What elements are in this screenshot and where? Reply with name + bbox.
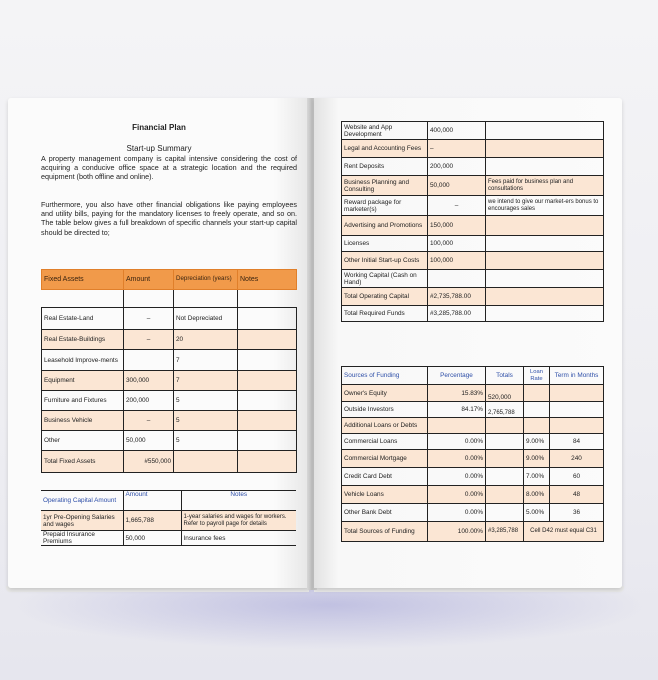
cell: 0.00% xyxy=(428,434,486,450)
cell: Other xyxy=(42,431,124,451)
table-row xyxy=(342,434,604,450)
cell xyxy=(550,385,604,402)
cell: Licenses xyxy=(342,236,428,252)
section-subtitle: Start-up Summary xyxy=(126,144,192,153)
table-row xyxy=(342,450,604,468)
cell xyxy=(486,140,604,158)
cell xyxy=(524,385,550,402)
cell xyxy=(238,330,297,350)
cell xyxy=(238,391,297,411)
fixed-assets-table xyxy=(41,269,297,473)
cell: 150,000 xyxy=(428,216,486,236)
startup-costs-table xyxy=(341,121,604,322)
cell xyxy=(174,451,238,473)
cell xyxy=(486,158,604,176)
header-cell: Notes xyxy=(181,491,296,511)
funding-sources-table xyxy=(341,366,604,542)
cell: – xyxy=(428,140,486,158)
header-cell: Depreciation (years) xyxy=(174,270,238,290)
cell xyxy=(238,308,297,330)
cell: Real Estate-Land xyxy=(42,308,124,330)
cell: 1-year salaries and wages for workers. Refer to payroll page for details xyxy=(181,511,296,531)
cell xyxy=(486,122,604,140)
table-row xyxy=(42,290,297,308)
cell: 60 xyxy=(550,468,604,486)
table-row xyxy=(342,270,604,288)
cell xyxy=(524,418,550,434)
table-row xyxy=(342,522,604,542)
header-cell: Totals xyxy=(486,367,524,385)
table-row xyxy=(342,486,604,504)
cell: 50,000 xyxy=(428,176,486,196)
cell: 100.00% xyxy=(428,522,486,542)
table-row xyxy=(342,306,604,322)
cell: 0.00% xyxy=(428,504,486,522)
cell: Working Capital (Cash on Hand) xyxy=(342,270,428,288)
cell: 200,000 xyxy=(428,158,486,176)
cell: Total Operating Capital xyxy=(342,288,428,306)
cell: Additional Loans or Debts xyxy=(342,418,428,434)
cell: Real Estate-Buildings xyxy=(42,330,124,350)
cell: 50,000 xyxy=(124,431,174,451)
cell: Total Fixed Assets xyxy=(42,451,124,473)
cell: 240 xyxy=(550,450,604,468)
table-row xyxy=(342,402,604,418)
cell: Legal and Accounting Fees xyxy=(342,140,428,158)
cell: Commercial Mortgage xyxy=(342,450,428,468)
open-book xyxy=(8,98,622,594)
cell: #2,735,788.00 xyxy=(428,288,486,306)
table-row xyxy=(342,236,604,252)
cell: Total Sources of Funding xyxy=(342,522,428,542)
cell: 7.00% xyxy=(524,468,550,486)
cell xyxy=(486,418,524,434)
header-cell: Sources of Funding xyxy=(342,367,428,385)
cell xyxy=(486,288,604,306)
table-row xyxy=(42,431,297,451)
header-cell: Term in Months xyxy=(550,367,604,385)
cell: #3,285,788 xyxy=(486,522,524,542)
cell xyxy=(486,504,524,522)
cell: – xyxy=(124,330,174,350)
cell xyxy=(486,468,524,486)
table-row xyxy=(41,511,296,531)
cell: Not Depreciated xyxy=(174,308,238,330)
cell xyxy=(486,216,604,236)
cell: 5 xyxy=(174,411,238,431)
cell: 84 xyxy=(550,434,604,450)
cell xyxy=(486,434,524,450)
cell: 7 xyxy=(174,350,238,371)
cell: 9.00% xyxy=(524,434,550,450)
page-title: Financial Plan xyxy=(132,123,186,132)
table-row xyxy=(342,252,604,270)
header-cell: Fixed Assets xyxy=(42,270,124,290)
cell: 2,765,788 xyxy=(486,402,524,418)
cell xyxy=(238,411,297,431)
cell xyxy=(124,350,174,371)
cell xyxy=(550,402,604,418)
cell xyxy=(486,306,604,322)
table-row xyxy=(342,385,604,402)
cell: Commercial Loans xyxy=(342,434,428,450)
table-row xyxy=(342,196,604,216)
cell: 0.00% xyxy=(428,486,486,504)
cell: Advertising and Promotions xyxy=(342,216,428,236)
header-cell: Operating Capital Amount xyxy=(41,491,123,511)
table-row xyxy=(342,140,604,158)
cell: #550,000 xyxy=(124,451,174,473)
cell xyxy=(428,418,486,434)
cell xyxy=(486,486,524,504)
cell: 5 xyxy=(174,391,238,411)
cell: 5.00% xyxy=(524,504,550,522)
cell: Total Required Funds xyxy=(342,306,428,322)
cell: Leasehold Improve-ments xyxy=(42,350,124,371)
cell: 84.17% xyxy=(428,402,486,418)
cell: Business Planning and Consulting xyxy=(342,176,428,196)
cell: Cell D42 must equal C31 xyxy=(524,522,604,542)
cell: 0.00% xyxy=(428,468,486,486)
cell: 100,000 xyxy=(428,252,486,270)
cell: Other Bank Debt xyxy=(342,504,428,522)
table-row xyxy=(342,504,604,522)
table-row xyxy=(342,418,604,434)
header-cell: Amount xyxy=(123,491,181,511)
cell xyxy=(238,371,297,391)
cell: 5 xyxy=(174,431,238,451)
header-cell: Loan Rate xyxy=(524,367,550,385)
cell xyxy=(238,431,297,451)
intro-paragraph: A property management company is capital intensive considering the cost of acquiring a conducive office space at a strategic location and the required equipment (both offline and online). xyxy=(41,154,297,182)
cell: 8.00% xyxy=(524,486,550,504)
cell: Equipment xyxy=(42,371,124,391)
table-row xyxy=(42,330,297,350)
table-row xyxy=(41,531,296,546)
table-row xyxy=(342,468,604,486)
table-header-row xyxy=(42,270,297,290)
header-cell: Notes xyxy=(238,270,297,290)
cell xyxy=(238,451,297,473)
cell: Rent Deposits xyxy=(342,158,428,176)
cell: we intend to give our market-ers bonus to encourages sales xyxy=(486,196,604,216)
cell: – xyxy=(124,308,174,330)
cell: 400,000 xyxy=(428,122,486,140)
cell xyxy=(486,236,604,252)
cell: Business Vehicle xyxy=(42,411,124,431)
table-row xyxy=(42,411,297,431)
cell: Vehicle Loans xyxy=(342,486,428,504)
table-row xyxy=(342,122,604,140)
obligations-paragraph: Furthermore, you also have other financial obligations like paying employees and utility bills, paying for the mandatory licenses to freely operate, and so on. The table below gives a full breakdown of specific channels your start-up capital should be directed to; xyxy=(41,200,297,237)
cell: 36 xyxy=(550,504,604,522)
cell: Website and App Development xyxy=(342,122,428,140)
cell: 1,665,788 xyxy=(123,511,181,531)
cell: 1yr Pre-Opening Salaries and wages xyxy=(41,511,123,531)
cell: 50,000 xyxy=(123,531,181,546)
header-cell: Percentage xyxy=(428,367,486,385)
cell xyxy=(238,350,297,371)
header-cell: Amount xyxy=(124,270,174,290)
cell: 520,000 xyxy=(486,385,524,402)
cell: 7 xyxy=(174,371,238,391)
cell: Outside Investors xyxy=(342,402,428,418)
cell xyxy=(486,270,604,288)
cell: 9.00% xyxy=(524,450,550,468)
cell: 48 xyxy=(550,486,604,504)
cell: 15.83% xyxy=(428,385,486,402)
table-row xyxy=(342,216,604,236)
table-header-row xyxy=(342,367,604,385)
cell: Owner's Equity xyxy=(342,385,428,402)
cell: – xyxy=(124,411,174,431)
table-row xyxy=(42,451,297,473)
cell: Reward package for marketer(s) xyxy=(342,196,428,216)
cell: 100,000 xyxy=(428,236,486,252)
cell xyxy=(550,418,604,434)
cell: 0.00% xyxy=(428,450,486,468)
table-row xyxy=(42,391,297,411)
cell: Fees paid for business plan and consultations xyxy=(486,176,604,196)
cell: 300,000 xyxy=(124,371,174,391)
cell xyxy=(486,252,604,270)
table-header-row xyxy=(41,491,296,511)
right-page xyxy=(314,98,622,588)
cell: 20 xyxy=(174,330,238,350)
cell: – xyxy=(428,196,486,216)
cell: Credit Card Debt xyxy=(342,468,428,486)
cell xyxy=(524,402,550,418)
cell: Furniture and Fixtures xyxy=(42,391,124,411)
table-row xyxy=(42,371,297,391)
operating-capital-table xyxy=(41,490,296,546)
cell: Prepaid Insurance Premiums xyxy=(41,531,123,546)
cell: Other Initial Start-up Costs xyxy=(342,252,428,270)
table-row xyxy=(342,158,604,176)
table-row xyxy=(42,308,297,330)
left-page xyxy=(8,98,310,588)
table-row xyxy=(342,288,604,306)
cell: Insurance fees xyxy=(181,531,296,546)
cell xyxy=(486,450,524,468)
cell: 200,000 xyxy=(124,391,174,411)
cell: #3,285,788.00 xyxy=(428,306,486,322)
table-row xyxy=(342,176,604,196)
table-row xyxy=(42,350,297,371)
cell xyxy=(428,270,486,288)
